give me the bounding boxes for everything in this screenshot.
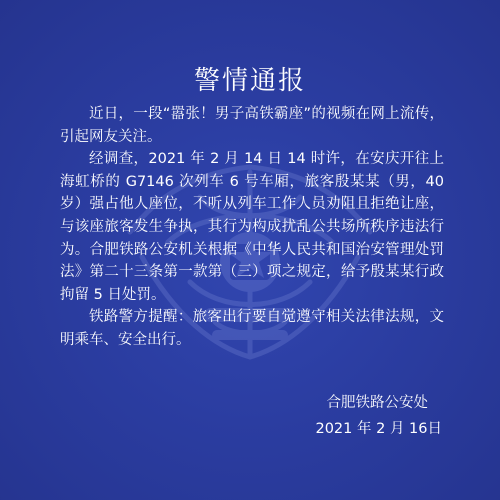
issuer-name: 合肥铁路公安处 [326, 395, 428, 411]
notice-body [60, 103, 444, 352]
issue-date: 2021 年 2 月 16日 [315, 421, 442, 437]
notice-paragraph-3: 铁路警方提醒：旅客出行要自觉遵守相关法律法规，文明乘车、安全出行。 [60, 309, 444, 348]
signature-block [292, 390, 442, 442]
page-title: 警情通报 [193, 66, 306, 96]
notice-paragraph-1: 近日，一段“嚣张！男子高铁霸座”的视频在网上流传，引起网友关注。 [60, 106, 444, 145]
notice-paragraph-2: 经调查，2021 年 2 月 14 日 14 时许，在安庆开往上海虹桥的 G7146 次列车 6 号车厢，旅客殷某某（男，40 岁）强占他人座位，不听从列车工作人员劝阻且拒绝让座，与该座旅客发生争执，其行为构成扰乱公共场所秩序违法行为。合肥铁路公安机关根据《中华人民共和国治安管理处罚法》第二十三条第一款第（三）项之规定，给予殷某某行政拘留 5 日处罚。 [60, 151, 444, 303]
